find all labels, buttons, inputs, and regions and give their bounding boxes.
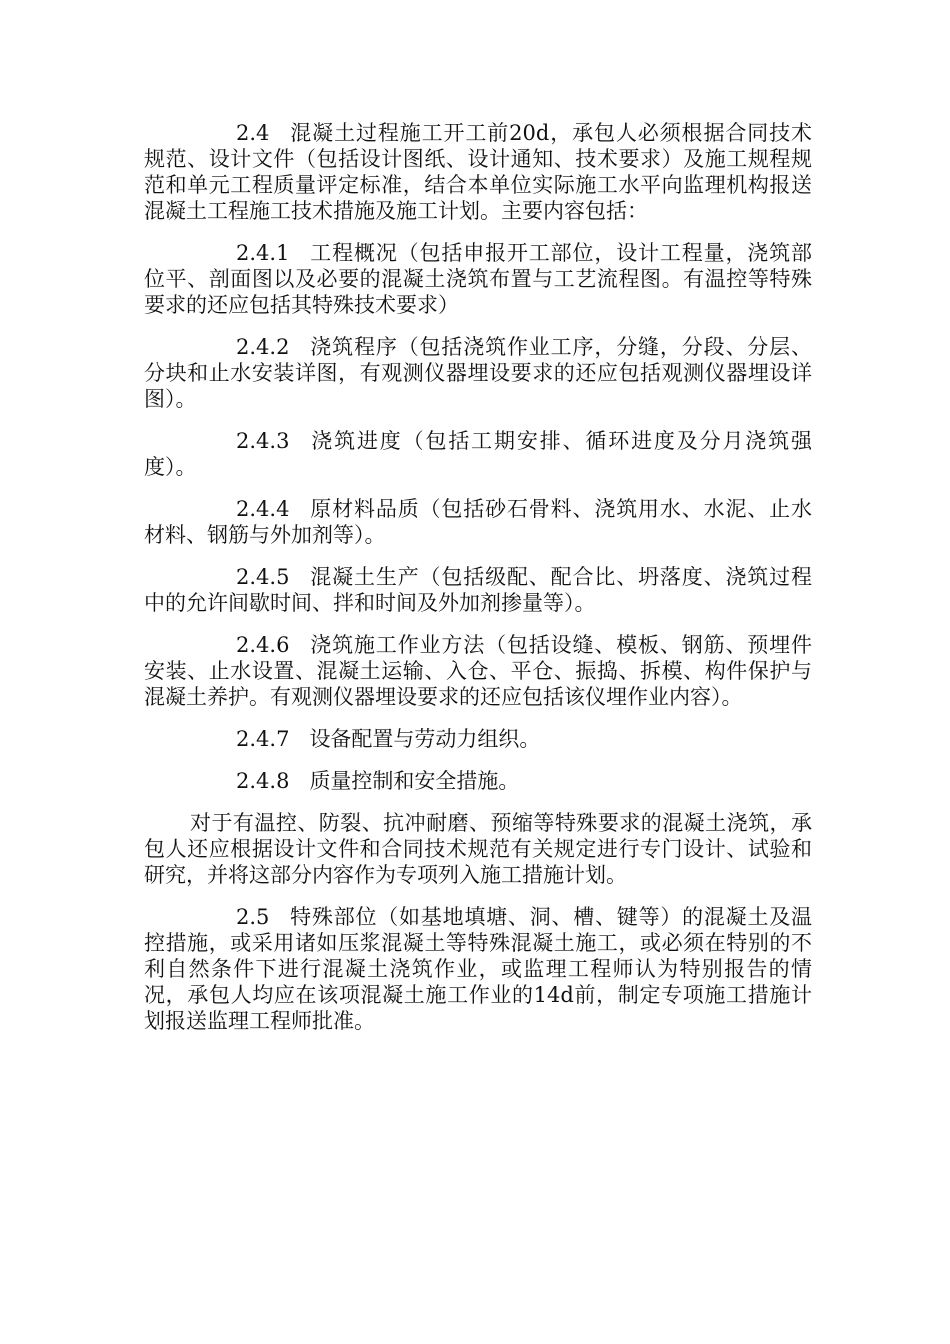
- document-body: [144, 120, 812, 1050]
- clause-number: 2.4.4: [236, 497, 290, 521]
- paragraph-text: 特殊部位（如基地填塘、洞、槽、键等）的混凝土及温控措施，或采用诸如压浆混凝土等特殊混凝土施工，或必须在特别的不利自然条件下进行混凝土浇筑作业，或监理工程师认为特别报告的情况，承包人均应在该项混凝土施工作业的14d前，制定专项施工措施计划报送监理工程师批准。: [144, 905, 812, 1033]
- paragraph-2-4-5: [144, 564, 812, 616]
- paragraph-text: 对于有温控、防裂、抗冲耐磨、预缩等特殊要求的混凝土浇筑，承包人还应根据设计文件和合同技术规范有关规定进行专门设计、试验和研究，并将这部分内容作为专项列入施工措施计划。: [144, 811, 812, 887]
- paragraph-text: 原材料品质（包括砂石骨料、浇筑用水、水泥、止水材料、钢筋与外加剂等）。: [144, 497, 812, 547]
- paragraph-text: 浇筑进度（包括工期安排、循环进度及分月浇筑强度）。: [144, 429, 812, 479]
- clause-number: 2.4.5: [236, 565, 290, 589]
- paragraph-2-4-7: [144, 726, 812, 752]
- paragraph-text: 质量控制和安全措施。: [309, 769, 520, 793]
- clause-number: 2.5: [236, 905, 270, 929]
- clause-number: 2.4.8: [236, 769, 290, 793]
- paragraph-2-4-2: [144, 334, 812, 412]
- paragraph-2-4: [144, 120, 812, 224]
- paragraph-text: 设备配置与劳动力组织。: [309, 727, 541, 751]
- clause-number: 2.4.7: [236, 727, 290, 751]
- paragraph-2-4-4: [144, 496, 812, 548]
- paragraph-text: 浇筑施工作业方法（包括设缝、模板、钢筋、预埋件安装、止水设置、混凝土运输、入仓、平仓、振捣、拆模、构件保护与混凝土养护。有观测仪器埋设要求的还应包括该仪埋作业内容）。: [144, 633, 812, 709]
- clause-number: 2.4.6: [236, 633, 290, 657]
- paragraph-special-requirements: [144, 810, 812, 888]
- paragraph-2-5: [144, 904, 812, 1034]
- clause-number: 2.4: [236, 121, 270, 145]
- paragraph-text: 浇筑程序（包括浇筑作业工序，分缝，分段、分层、分块和止水安装详图，有观测仪器埋设要求的还应包括观测仪器埋设详图）。: [144, 335, 812, 411]
- paragraph-text: 混凝土生产（包括级配、配合比、坍落度、浇筑过程中的允许间歇时间、拌和时间及外加剂掺量等）。: [144, 565, 812, 615]
- paragraph-2-4-3: [144, 428, 812, 480]
- clause-number: 2.4.2: [236, 335, 290, 359]
- clause-number: 2.4.3: [236, 429, 290, 453]
- paragraph-2-4-6: [144, 632, 812, 710]
- paragraph-2-4-8: [144, 768, 812, 794]
- paragraph-text: 混凝土过程施工开工前20d，承包人必须根据合同技术规范、设计文件（包括设计图纸、设计通知、技术要求）及施工规程规范和单元工程质量评定标准，结合本单位实际施工水平向监理机构报送混凝土工程施工技术措施及施工计划。主要内容包括：: [144, 121, 812, 223]
- paragraph-text: 工程概况（包括申报开工部位，设计工程量，浇筑部位平、剖面图以及必要的混凝土浇筑布置与工艺流程图。有温控等特殊要求的还应包括其特殊技术要求）: [144, 241, 812, 317]
- paragraph-2-4-1: [144, 240, 812, 318]
- clause-number: 2.4.1: [236, 241, 290, 265]
